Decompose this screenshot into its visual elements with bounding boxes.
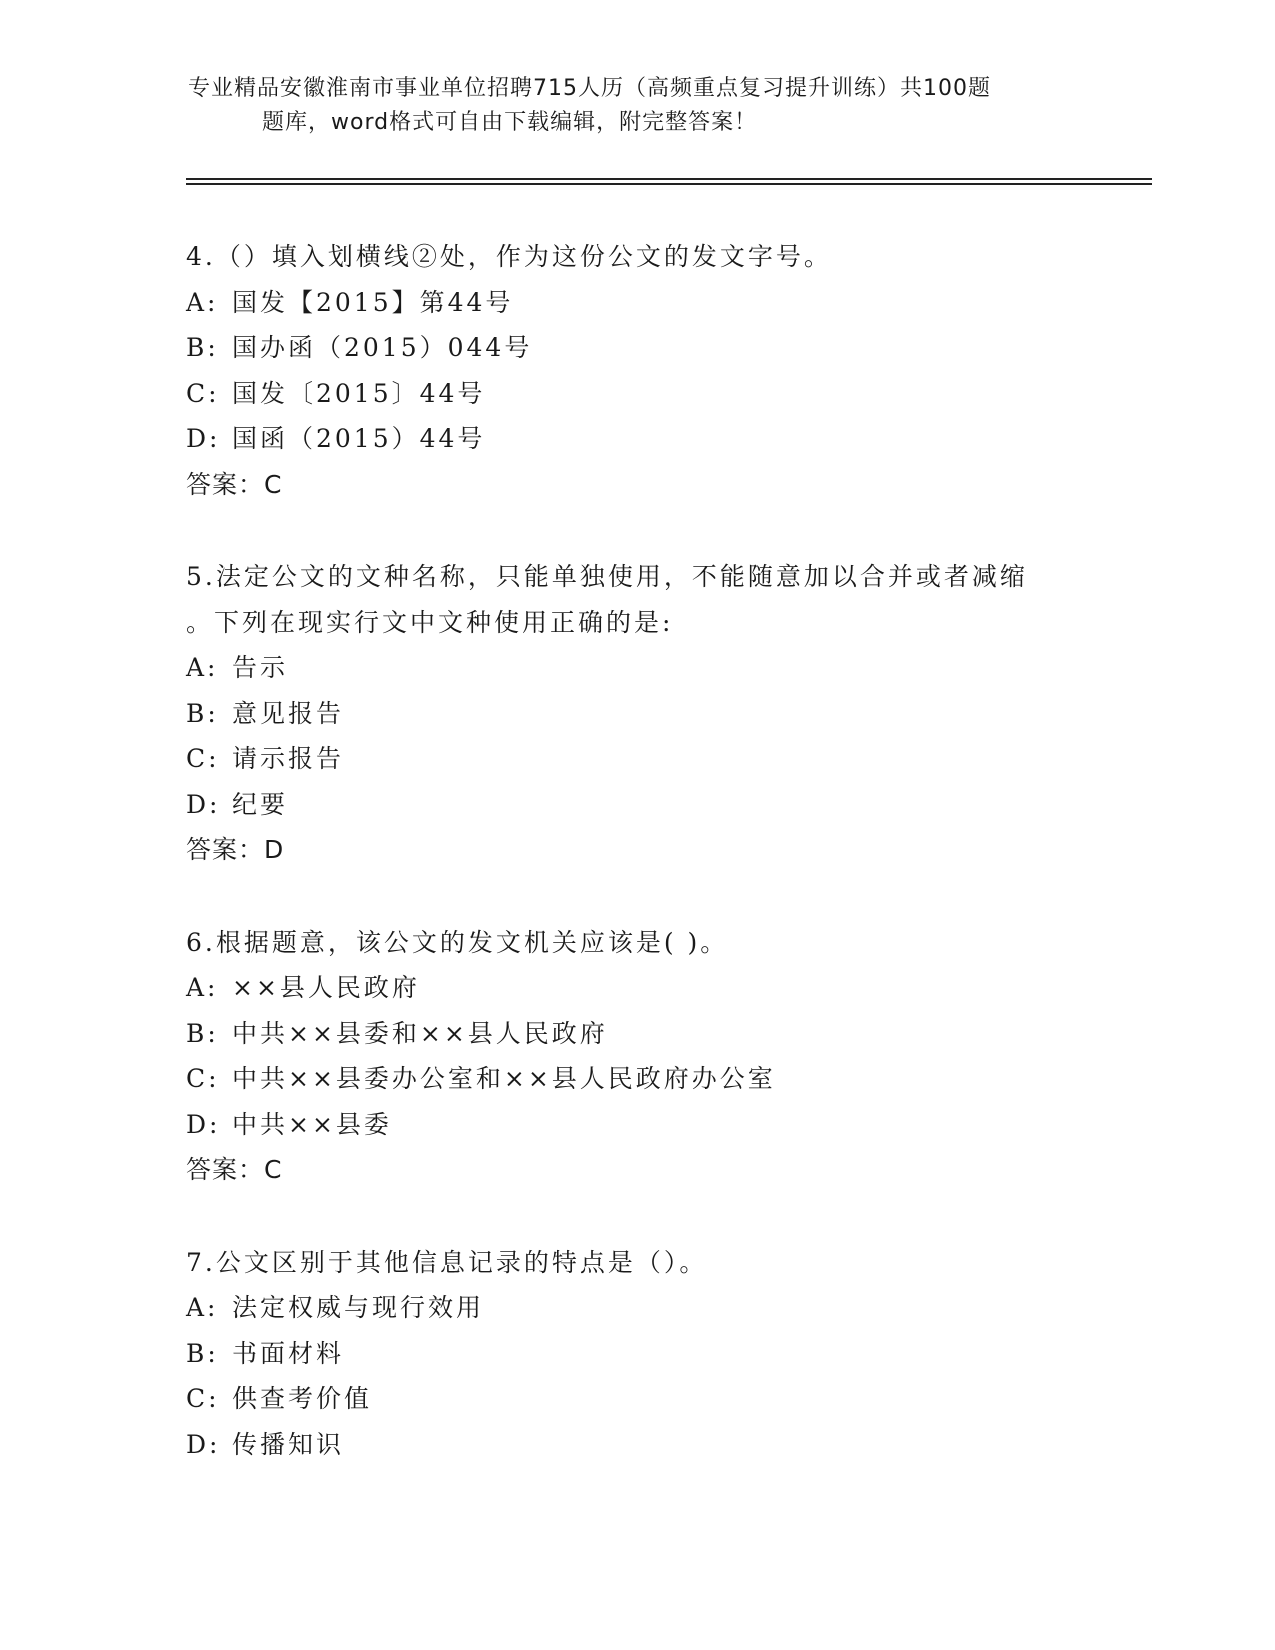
answer-line: 答案：C xyxy=(186,469,283,499)
option-letter: C: xyxy=(186,1064,220,1093)
option-letter: D: xyxy=(186,1109,221,1139)
option-text: 国办函（2015）044号 xyxy=(232,333,533,362)
option-d xyxy=(186,1102,1146,1148)
option-text: 中共××县委 xyxy=(232,1109,392,1139)
option-text: 供查考价值 xyxy=(232,1384,373,1413)
option-text: 中共××县委办公室和××县人民政府办公室 xyxy=(232,1064,776,1093)
option-letter: B: xyxy=(186,1338,219,1368)
option-letter: D: xyxy=(186,1429,221,1459)
question-text xyxy=(186,234,1146,280)
option-b xyxy=(186,1011,1146,1057)
question-4 xyxy=(186,234,1146,507)
option-letter: C: xyxy=(186,744,220,773)
option-letter: A: xyxy=(186,973,219,1002)
option-c xyxy=(186,1376,1146,1422)
option-letter: D: xyxy=(186,789,221,819)
question-text xyxy=(186,920,1146,966)
option-text: 法定权威与现行效用 xyxy=(232,1293,485,1322)
question-text-line: 6.根据题意，该公文的发文机关应该是( )。 xyxy=(186,927,729,957)
option-letter: A: xyxy=(186,287,219,317)
option-letter: A: xyxy=(186,653,219,682)
question-list xyxy=(186,234,1146,1514)
option-text: 国函（2015）44号 xyxy=(232,424,486,453)
question-7 xyxy=(186,1240,1146,1468)
question-6 xyxy=(186,920,1146,1193)
option-c xyxy=(186,371,1146,417)
option-a xyxy=(186,1285,1146,1331)
header-title-line-2: 题库，word格式可自由下载编辑，附完整答案！ xyxy=(262,110,758,135)
option-text: 国发【2015】第44号 xyxy=(232,287,514,317)
option-d xyxy=(186,782,1146,828)
option-text: 告示 xyxy=(232,653,289,682)
option-text: 中共××县委和××县人民政府 xyxy=(232,1018,608,1048)
option-b xyxy=(186,325,1146,371)
question-text-line: 4.（）填入划横线②处，作为这份公文的发文字号。 xyxy=(186,242,832,271)
question-text-line: 5.法定公文的文种名称，只能单独使用，不能随意加以合并或者减缩 xyxy=(186,562,1028,591)
option-text: 书面材料 xyxy=(232,1338,345,1368)
option-c xyxy=(186,736,1146,782)
answer-line: 答案：C xyxy=(186,1155,283,1184)
option-letter: A: xyxy=(186,1293,219,1322)
option-b xyxy=(186,1331,1146,1377)
option-letter: B: xyxy=(186,698,219,728)
header-double-rule xyxy=(186,178,1152,185)
question-text-line: 。下列在现实行文中文种使用正确的是: xyxy=(186,607,674,637)
option-a xyxy=(186,280,1146,326)
option-letter: B: xyxy=(186,1018,219,1048)
option-letter: C: xyxy=(186,378,220,408)
question-text-line: 7.公文区别于其他信息记录的特点是（）。 xyxy=(186,1247,708,1277)
header-title-line-1: 专业精品安徽淮南市事业单位招聘715人历（高频重点复习提升训练）共100题 xyxy=(188,76,991,101)
option-a xyxy=(186,645,1146,691)
option-a xyxy=(186,965,1146,1011)
option-d xyxy=(186,416,1146,462)
answer-line: 答案：D xyxy=(186,835,285,864)
option-b xyxy=(186,691,1146,737)
option-letter: D: xyxy=(186,424,221,453)
option-text: 请示报告 xyxy=(232,744,345,773)
option-d xyxy=(186,1422,1146,1468)
option-letter: C: xyxy=(186,1384,220,1413)
option-text: ××县人民政府 xyxy=(232,973,420,1002)
option-text: 纪要 xyxy=(232,789,289,819)
option-text: 传播知识 xyxy=(232,1429,345,1459)
question-5 xyxy=(186,554,1146,873)
option-text: 国发〔2015〕44号 xyxy=(232,378,486,408)
option-text: 意见报告 xyxy=(232,698,345,728)
option-c xyxy=(186,1056,1146,1102)
document-header xyxy=(188,72,1088,140)
question-text xyxy=(186,1240,1146,1286)
question-text xyxy=(186,554,1146,645)
option-letter: B: xyxy=(186,333,219,362)
